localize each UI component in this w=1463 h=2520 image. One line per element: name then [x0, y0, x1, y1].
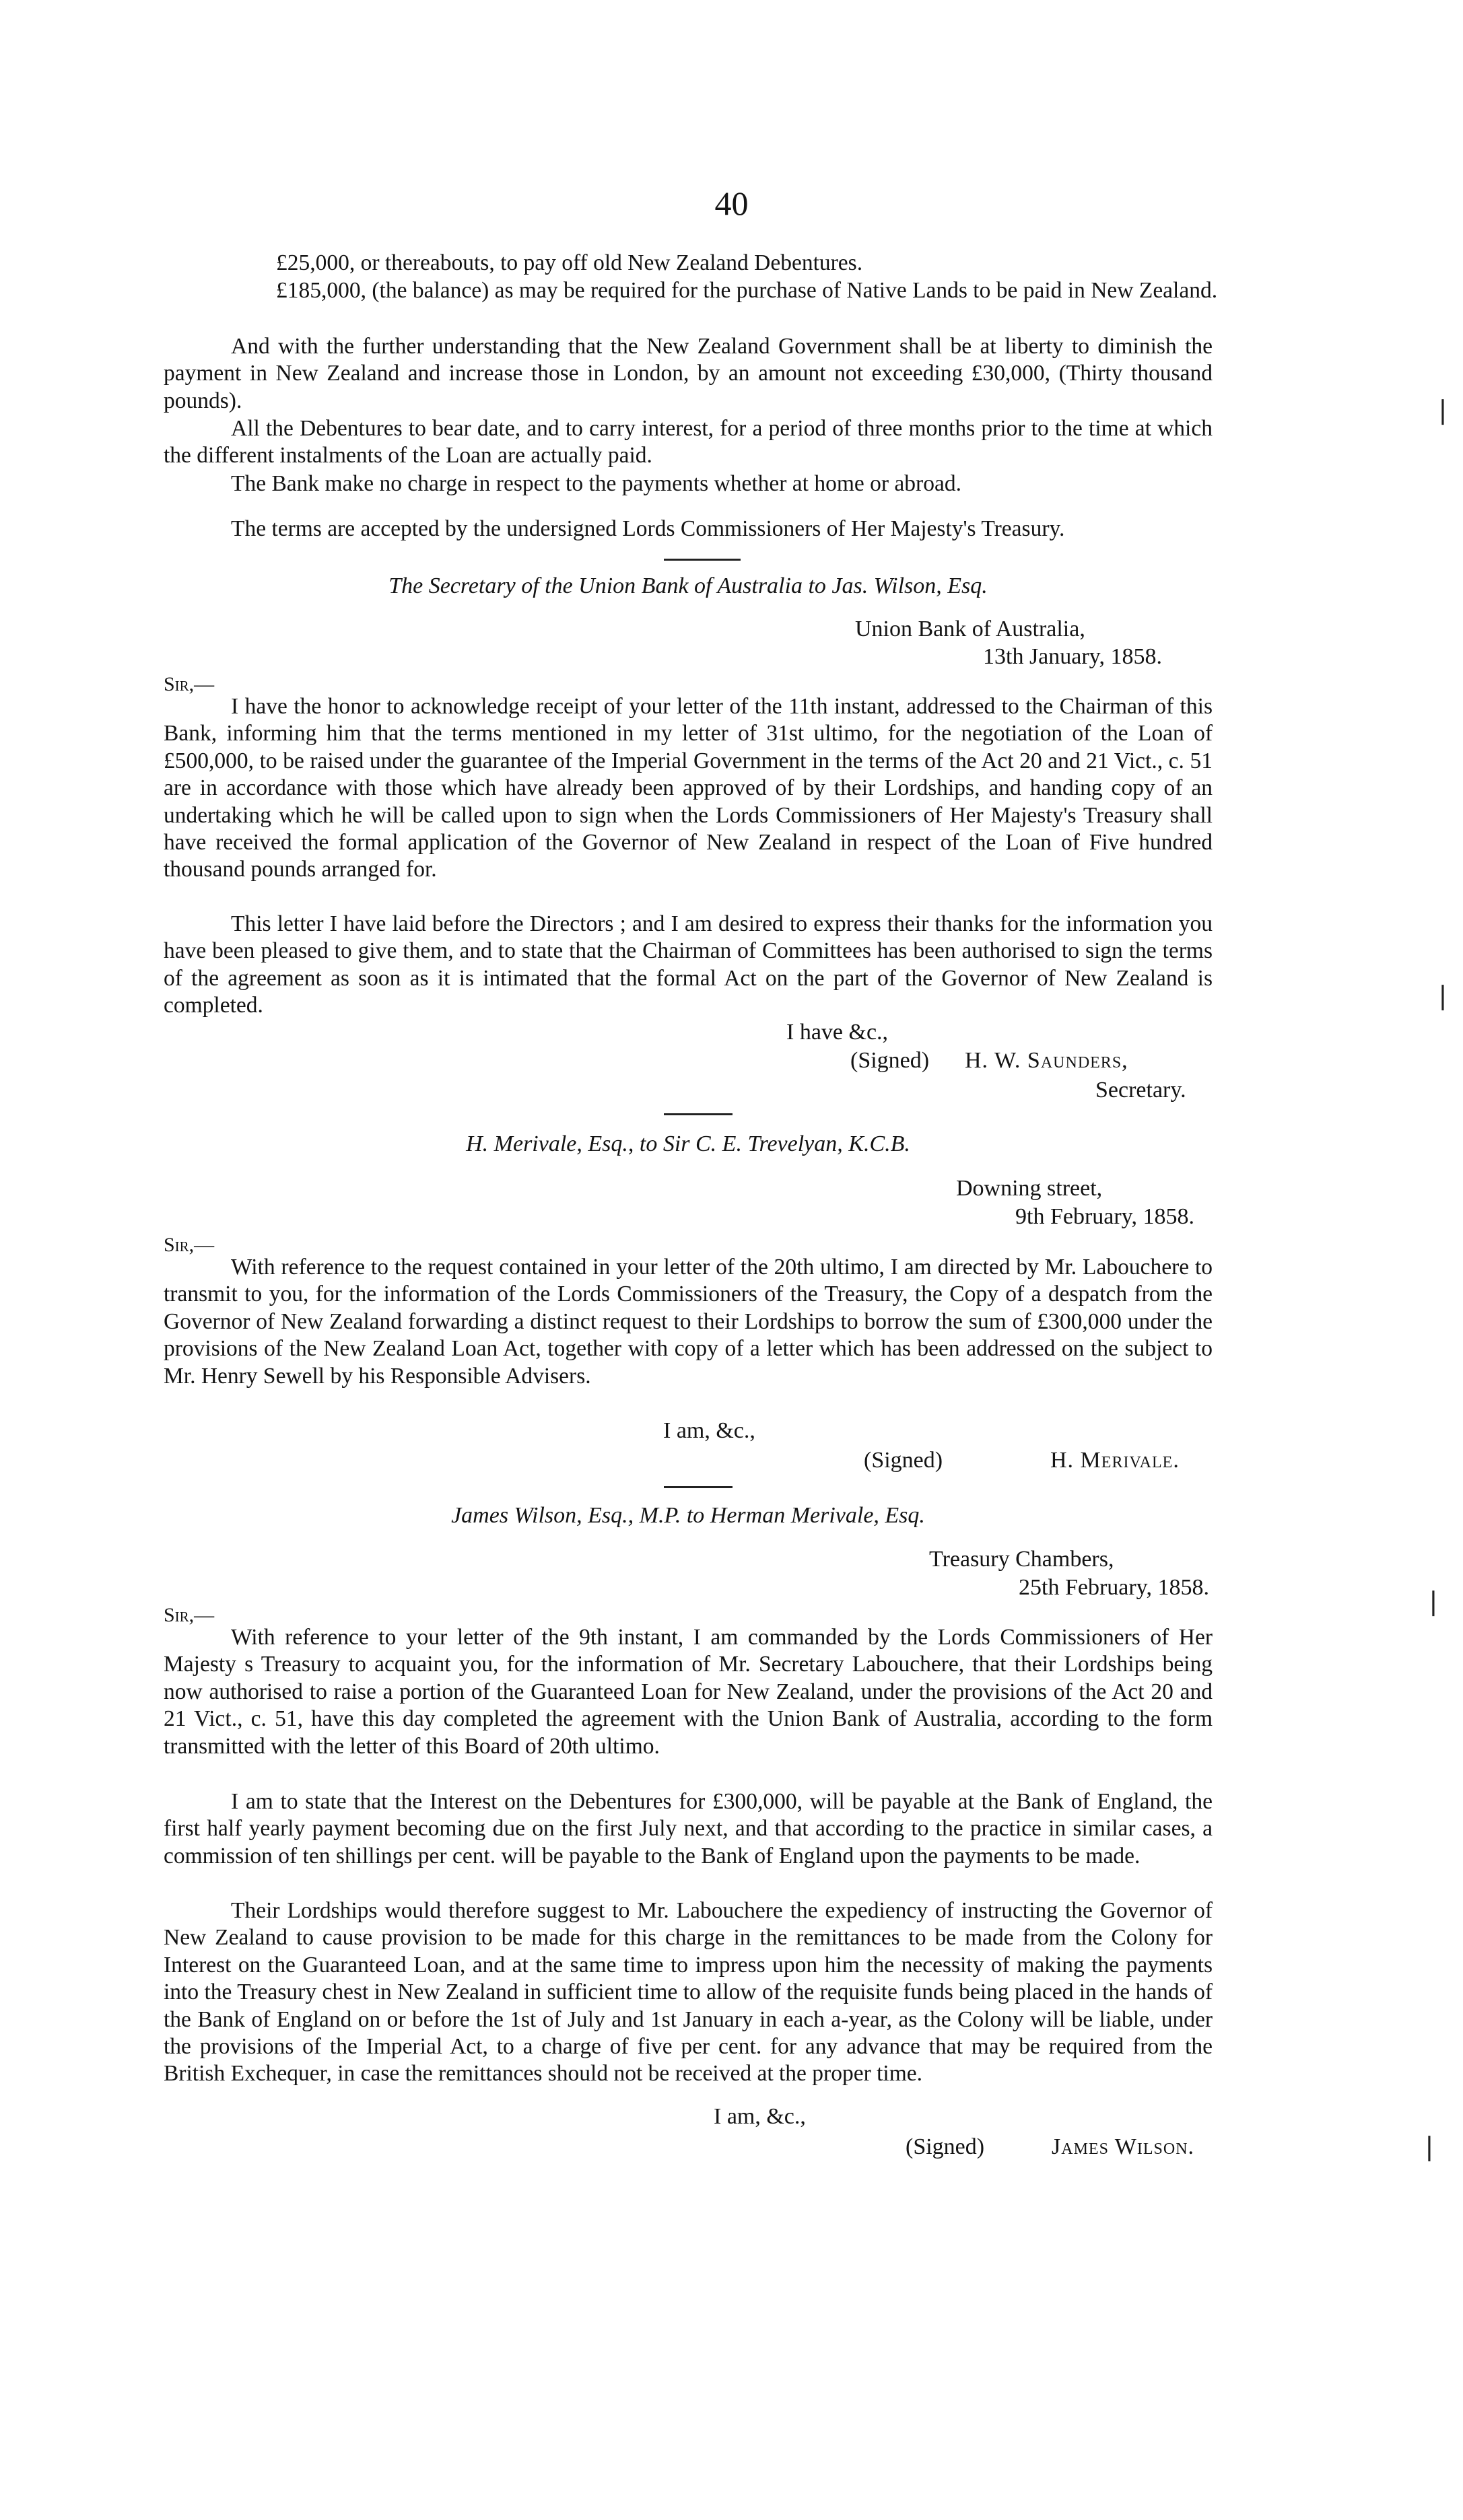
- letter-date: 13th January, 1858.: [983, 644, 1162, 669]
- margin-mark: ❘: [1419, 2133, 1440, 2161]
- paragraph-terms-accepted: The terms are accepted by the undersigned Lords Commissioners of Her Majesty's Treasury.: [231, 516, 1065, 541]
- paragraph-debentures-date: All the Debentures to bear date, and to carry interest, for a period of three months prior to the time at which the different instalments of the Loan are actually paid.: [164, 416, 1213, 468]
- letter-closing: I am, &c.,: [663, 1418, 755, 1443]
- page-number: 40: [714, 184, 749, 222]
- letter-heading: H. Merivale, Esq., to Sir C. E. Trevelyan, K.C.B.: [466, 1131, 910, 1156]
- margin-mark: ❘: [1423, 1588, 1444, 1616]
- signer-title: Secretary.: [1095, 1078, 1186, 1102]
- signature: H. Merivale.: [1050, 1448, 1180, 1473]
- section-divider: [664, 1113, 733, 1115]
- list-item-native-lands: £185,000, (the balance) as may be required for the purchase of Native Lands to be paid in New Zealand.: [276, 278, 1218, 303]
- signed-label: (Signed): [864, 1448, 943, 1473]
- paragraph-bank-charge: The Bank make no charge in respect to the payments whether at home or abroad.: [231, 471, 961, 496]
- letter-address: Downing street,: [956, 1176, 1103, 1201]
- letter-date: 9th February, 1858.: [1015, 1204, 1194, 1229]
- letter-address: Treasury Chambers,: [929, 1547, 1114, 1572]
- margin-mark: ❘: [1432, 982, 1454, 1010]
- margin-mark: ❘: [1432, 396, 1454, 425]
- letter-body: With reference to your letter of the 9th instant, I am commanded by the Lords Commissioners of Her Majesty s Treasury to acquaint you, for the information of Mr. Secretary Labouchere, that their Lordships being now authorised to raise a portion of the Guaranteed Loan for New Zealand, under the provisions of the Act 20 and 21 Vict., c. 51, have this day completed the agreement with the Union Bank of Australia, according to the form transmitted with the letter of this Board of 20th ultimo.: [164, 1625, 1213, 1759]
- signed-label: (Signed): [850, 1048, 930, 1073]
- letter-heading: James Wilson, Esq., M.P. to Herman Merivale, Esq.: [451, 1503, 925, 1528]
- section-divider: [664, 559, 741, 561]
- letter-body: With reference to the request contained in your letter of the 20th ultimo, I am directed by Mr. Labouchere to transmit to you, for the information of the Lords Commissioners of the Treasury, the Copy of a despatch from the Governor of New Zealand forwarding a distinct request to their Lordships to borrow the sum of £300,000 under the provisions of the New Zealand Loan Act, together with copy of a letter which has been addressed on the subject to Mr. Henry Sewell by his Responsible Advisers.: [164, 1255, 1213, 1389]
- paragraph-understanding: And with the further understanding that the New Zealand Government shall be at liberty to diminish the payment in New Zealand and increase those in London, by an amount not exceeding £30,000, (Thirty thousand pounds).: [164, 334, 1213, 413]
- signature: James Wilson.: [1052, 2134, 1195, 2159]
- section-divider: [664, 1486, 733, 1488]
- signed-label: (Signed): [906, 2134, 985, 2159]
- letter-body: I am to state that the Interest on the Debentures for £300,000, will be payable at the Bank of England, the first half yearly payment becoming due on the first July next, and that according to the practice in similar cases, a commission of ten shillings per cent. will be payable to the Bank of England upon the payments to be made.: [164, 1789, 1213, 1868]
- salutation: Sir,—: [164, 673, 215, 695]
- letter-date: 25th February, 1858.: [1019, 1575, 1209, 1600]
- letter-body: I have the honor to acknowledge receipt of your letter of the 11th instant, addressed to the Chairman of this Bank, informing him that the terms mentioned in my letter of 31st ultimo, for the negotiation of the Loan of £500,000, to be raised under the guarantee of the Imperial Government in the terms of the Act 20 and 21 Vict., c. 51 are in accordance with those which have already been approved of by their Lordships, and handing copy of an undertaking which he will be called upon to sign when the Lords Commissioners of Her Majesty's Treasury shall have received the formal application of the Governor of New Zealand in respect of the Loan of Five hundred thousand pounds arranged for.: [164, 694, 1213, 882]
- letter-heading: The Secretary of the Union Bank of Australia to Jas. Wilson, Esq.: [388, 573, 988, 598]
- letter-body: Their Lordships would therefore suggest to Mr. Labouchere the expediency of instructing the Governor of New Zealand to cause provision to be made for this charge in the remittances to be made from the Colony for Interest on the Guaranteed Loan, and at the same time to impress upon him the necessity of making the payments into the Treasury chest in New Zealand in sufficient time to allow of the requisite funds being placed in the hands of the Bank of England on or before the 1st of July and 1st January in each a-year, as the Colony will be liable, under the provisions of the Imperial Act, to a charge of five per cent. for any advance that may be required from the British Exchequer, in case the remittances should not be received at the proper time.: [164, 1898, 1213, 2087]
- letter-closing: I have &c.,: [786, 1020, 889, 1045]
- salutation: Sir,—: [164, 1604, 215, 1626]
- letter-closing: I am, &c.,: [714, 2104, 806, 2129]
- letter-address: Union Bank of Australia,: [855, 617, 1085, 641]
- salutation: Sir,—: [164, 1234, 215, 1256]
- letter-body: This letter I have laid before the Directors ; and I am desired to express their thanks for the information you have been pleased to give them, and to state that the Chairman of Committees has been authorised to sign the terms of the agreement as soon as it is intimated that the formal Act on the part of the Governor of New Zealand is completed.: [164, 911, 1213, 1018]
- list-item-debentures: £25,000, or thereabouts, to pay off old New Zealand Debentures.: [276, 250, 863, 275]
- signature: H. W. Saunders,: [965, 1048, 1128, 1073]
